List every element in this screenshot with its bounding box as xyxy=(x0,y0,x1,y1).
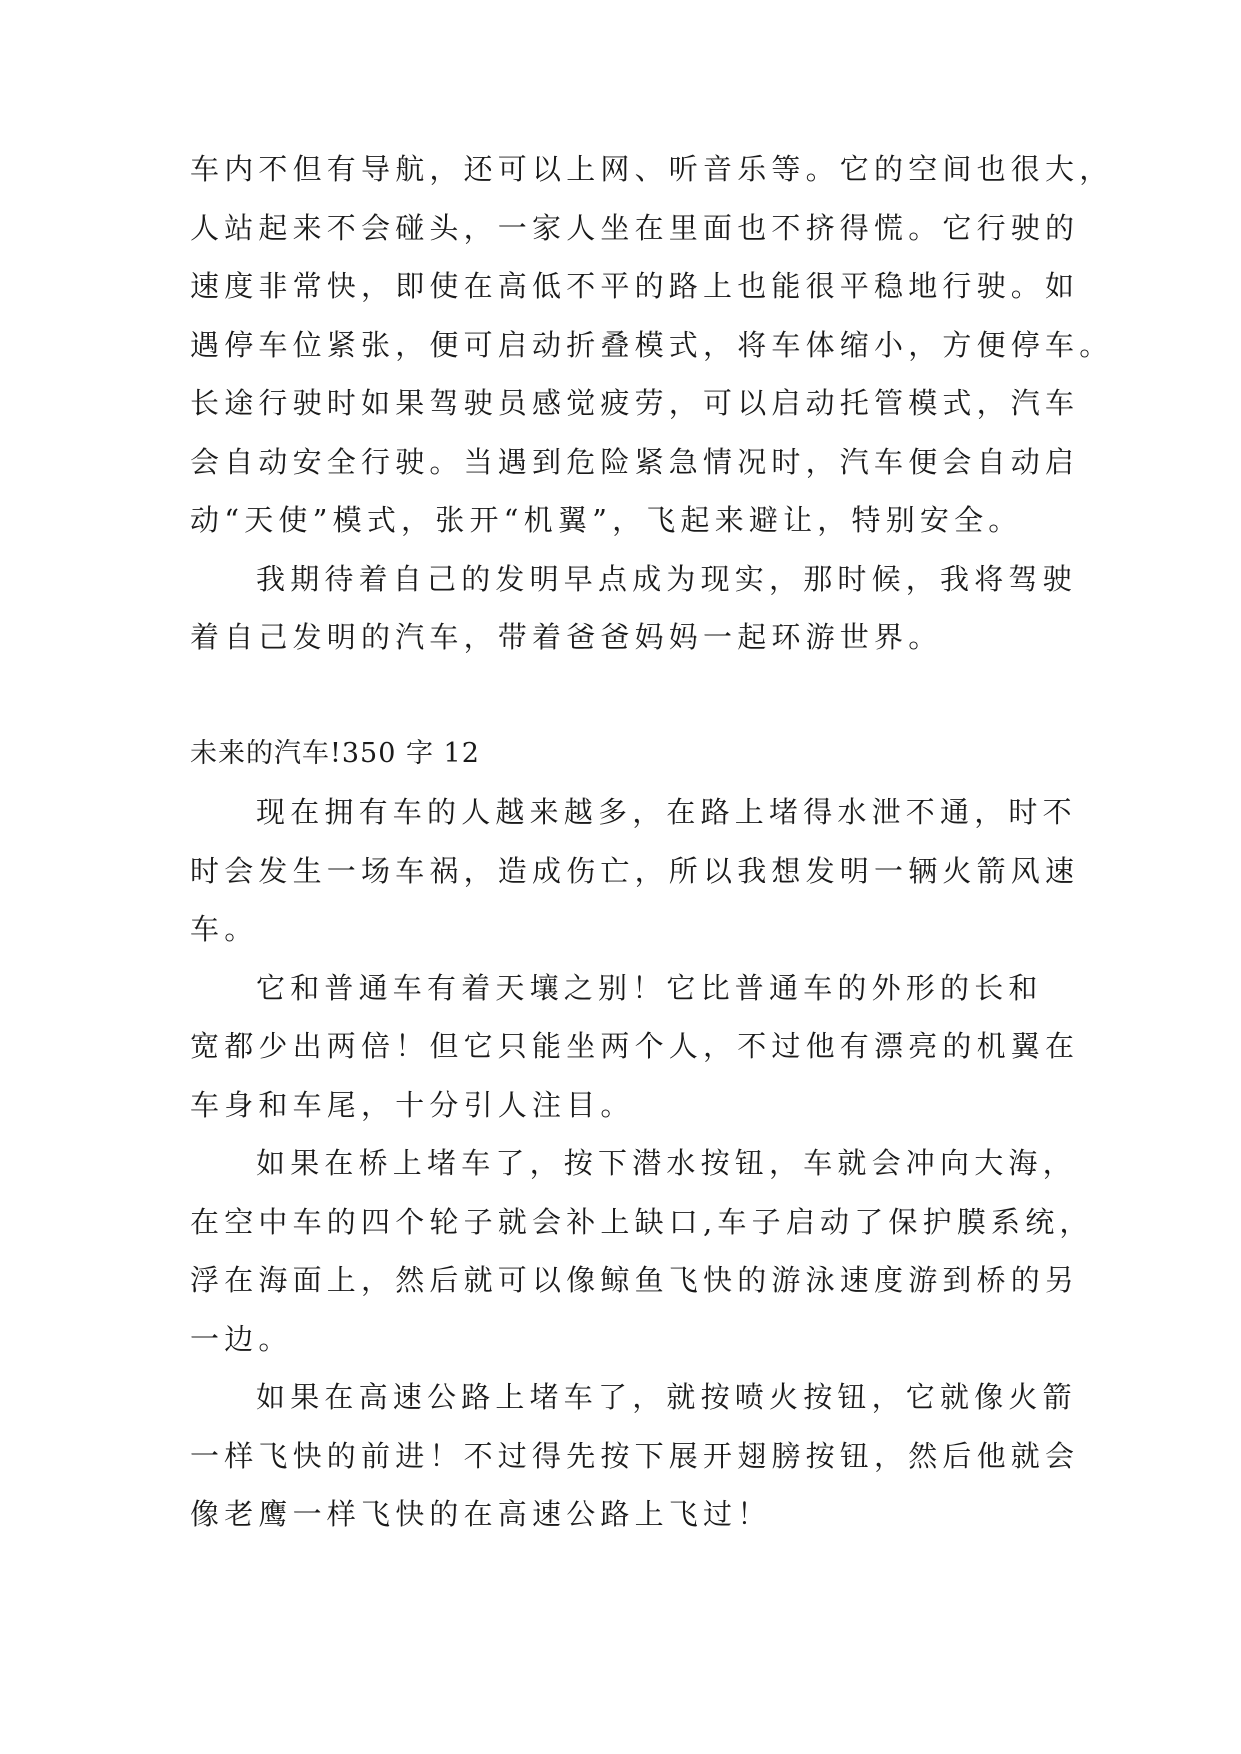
text-line: 现在拥有车的人越来越多，在路上堵得水泄不通，时不 xyxy=(256,795,1077,829)
text-line: 车内不但有导航，还可以上网、听音乐等。它的空间也很大， xyxy=(190,152,1114,186)
text-line: 车。 xyxy=(190,912,259,946)
paragraph-3 xyxy=(190,783,1080,959)
text-line: 时会发生一场车祸，造成伤亡，所以我想发明一辆火箭风速 xyxy=(190,853,1080,888)
text-line: 如果在桥上堵车了，按下潜水按钮，车就会冲向大海， xyxy=(256,1146,1077,1180)
spacer xyxy=(190,667,1060,725)
document-page xyxy=(190,140,1114,1544)
text-line: 像老鹰一样飞快的在高速公路上飞过！ xyxy=(190,1497,772,1531)
text-line: 长途行驶时如果驾驶员感觉疲劳，可以启动托管模式，汽车 xyxy=(190,386,1080,420)
text-line: 车身和车尾，十分引人注目。 xyxy=(190,1087,635,1122)
text-line: 在空中车的四个轮子就会补上缺口,车子启动了保护膜系统， xyxy=(190,1204,1094,1239)
text-line: 会自动安全行驶。当遇到危险紧急情况时，汽车便会自动启 xyxy=(190,444,1080,479)
paragraph-2 xyxy=(190,550,1077,667)
text-line: 动“天使”模式，张开“机翼”，飞起来避让，特别安全。 xyxy=(190,503,1023,537)
text-line: 我期待着自己的发明早点成为现实，那时候，我将驾驶 xyxy=(256,561,1077,596)
text-line: 遇停车位紧张，便可启动折叠模式，将车体缩小，方便停车。 xyxy=(190,327,1114,362)
paragraph-5 xyxy=(190,1134,1094,1368)
text-line: 它和普通车有着天壤之别！它比普通车的外形的长和 xyxy=(256,970,1043,1005)
section-title: 未来的汽车!350 字 12 xyxy=(190,737,480,769)
paragraph-6 xyxy=(190,1368,1080,1544)
text-line: 宽都少出两倍！但它只能坐两个人，不过他有漂亮的机翼在 xyxy=(190,1029,1080,1063)
paragraph-4 xyxy=(190,959,1080,1135)
text-line: 一边。 xyxy=(190,1321,293,1356)
text-line: 如果在高速公路上堵车了，就按喷火按钮，它就像火箭 xyxy=(256,1380,1077,1414)
text-line: 浮在海面上，然后就可以像鲸鱼飞快的游泳速度游到桥的另 xyxy=(190,1263,1080,1297)
paragraph-1 xyxy=(190,140,1114,550)
text-line: 人站起来不会碰头，一家人坐在里面也不挤得慌。它行驶的 xyxy=(190,210,1080,245)
text-line: 着自己发明的汽车，带着爸爸妈妈一起环游世界。 xyxy=(190,620,943,654)
text-line: 一样飞快的前进！不过得先按下展开翅膀按钮，然后他就会 xyxy=(190,1438,1080,1473)
text-line: 速度非常快，即使在高低不平的路上也能很平稳地行驶。如 xyxy=(190,269,1080,303)
